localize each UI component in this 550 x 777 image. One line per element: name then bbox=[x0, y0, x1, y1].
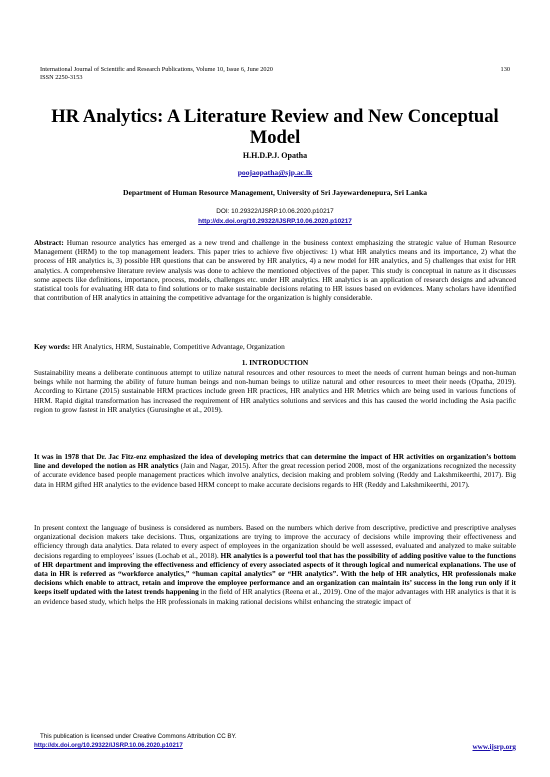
paragraph-3-text-c: in the field of HR analytics (Reena et al., 2019). One of the major advantages with HR analytics is that it is an evidence based study, which helps the HR professionals in making rational decisions whilst enhancing the strategic impact of bbox=[34, 587, 516, 606]
author-email bbox=[40, 168, 510, 177]
author-name: H.H.D.P.J. Opatha bbox=[242, 151, 308, 160]
paragraph-1: Sustainability means a deliberate continuous attempt to utilize natural resources and other resources to meet the needs of current human beings and non-human beings while not harming the ability of future human beings and non-human beings to utilize natural and other resources to meet their needs (Opatha, 2019). According to Kirtane (2015) sustainable HRM practices include green HR practices, HR analytics and HR Metrics which are being used in various functions of HRM. Rapid digital transformation has increased the requirement of HR analytics solutions and services and this has caused the world including the Asia pacific region to grow fastest in HR analytics (Gurusinghe et al., 2019). bbox=[34, 368, 516, 414]
paragraph-3-text-a: In present context the language of business is considered as numbers. Based on the numbers which derive from descriptive, predictive and prescriptive analyses organizational decision makers take decisions. Thus, organizations are trying to improve the accuracy of decisions while improving their effectiveness and efficiency through data analytics. Data related to every aspect of employees in the organization should be well assessed, evaluated and analyzed to make suitable decisions regarding to employees’ issues (Lochab et al., 2018). bbox=[34, 523, 516, 560]
abstract-text: Human resource analytics has emerged as a new trend and challenge in the business context emphasizing the strategic value of Human Resource Management (HRM) to the top management leaders. This paper tries to achieve five objectives: 1) what HR analytics means and its importance, 2) what the process of HR analytics is, 3) possible HR questions that can be answered by HR analytics, 4) a new model for HR analytics, and 5) challenges that exist for HR analytics. A comprehensive literature review analysis was done to achieve the mentioned objectives of the paper. This study is conceptual in nature as it discusses some aspects like definitions, importance, process, models, challenges etc. under HR analytics. HR analytics is an application of research designs and advanced statistical tools for evaluating HR data to find solutions or to make sustainable decisions relating to HR issues based on evidences. Many scholars have identified that contribution of HR analytics in attaining the competitive advantage for the organization is highly considerable. bbox=[34, 238, 516, 303]
paragraph-2 bbox=[34, 452, 516, 489]
paragraph-3 bbox=[34, 523, 516, 606]
issn: ISSN 2250-3153 bbox=[40, 74, 83, 81]
section-heading: 1. INTRODUCTION bbox=[241, 358, 309, 367]
keywords-text: HR Analytics, HRM, Sustainable, Competitive Advantage, Organization bbox=[70, 342, 285, 351]
keywords bbox=[34, 342, 516, 351]
abstract-label: Abstract: bbox=[34, 238, 64, 247]
doi-link-line bbox=[40, 218, 510, 225]
keywords-label: Key words: bbox=[34, 342, 71, 351]
paper-title: HR Analytics: A Literature Review and New Conceptual Model bbox=[51, 106, 499, 148]
doi-link[interactable]: http://dx.doi.org/10.29322/IJSRP.10.06.2020.p10217 bbox=[198, 218, 352, 225]
paragraph-3-bold: HR analytics is a powerful tool that has the possibility of adding positive value to the functions of HR department and improving the effectiveness and efficiency of every associated aspects of it through logical and numerical explanations. The use of data in HR is referred as “workforce analytics,” “human capital analytics” or “HR analytics”. With the help of HR analytics, HR professionals make decisions which enable to attract, retain and improve the employee performance and an organization can maintain its’ success in the long run only if it keeps itself updated with the latest trends happening bbox=[34, 550, 516, 597]
page-number: 130 bbox=[500, 66, 510, 73]
license-note: This publication is licensed under Creative Commons Attribution CC BY. bbox=[40, 733, 237, 740]
email-link[interactable]: poojaopatha@sjp.ac.lk bbox=[237, 168, 313, 177]
page-footer bbox=[34, 733, 516, 749]
paragraph-2-bold: It was in 1978 that Dr. Jac Fitz-enz emphasized the idea of developing metrics that can determine the impact of HR activities on organization’s bottom line and developed the notion as HR analytics bbox=[34, 452, 516, 471]
footer-doi-link[interactable]: http://dx.doi.org/10.29322/IJSRP.10.06.2020.p10217 bbox=[34, 742, 183, 749]
journal-website-link[interactable]: www.ijsrp.org bbox=[472, 743, 516, 751]
doi-text: DOI: 10.29322/IJSRP.10.06.2020.p10217 bbox=[216, 208, 334, 215]
affiliation: Department of Human Resource Management, University of Sri Jayewardenepura, Sri Lanka bbox=[122, 188, 427, 197]
running-header bbox=[40, 66, 510, 82]
paragraph-2-text: (Jain and Nagar, 2015). After the great recession period 2008, most of the organizations recognized the necessity of accurate evidence based people management practices which involve analytics, decision making and problem solving (Reddy and Lakshmikeerthi, 2017). Big data in HRM gifted HR analytics to the evidence based HRM concept to make accurate decisions regards to HR (Reddy and Lakshmikeerthi, 2017). bbox=[34, 461, 516, 489]
abstract bbox=[34, 238, 516, 302]
journal-name: International Journal of Scientific and Research Publications, Volume 10, Issue 6, June 2020 bbox=[40, 66, 273, 73]
